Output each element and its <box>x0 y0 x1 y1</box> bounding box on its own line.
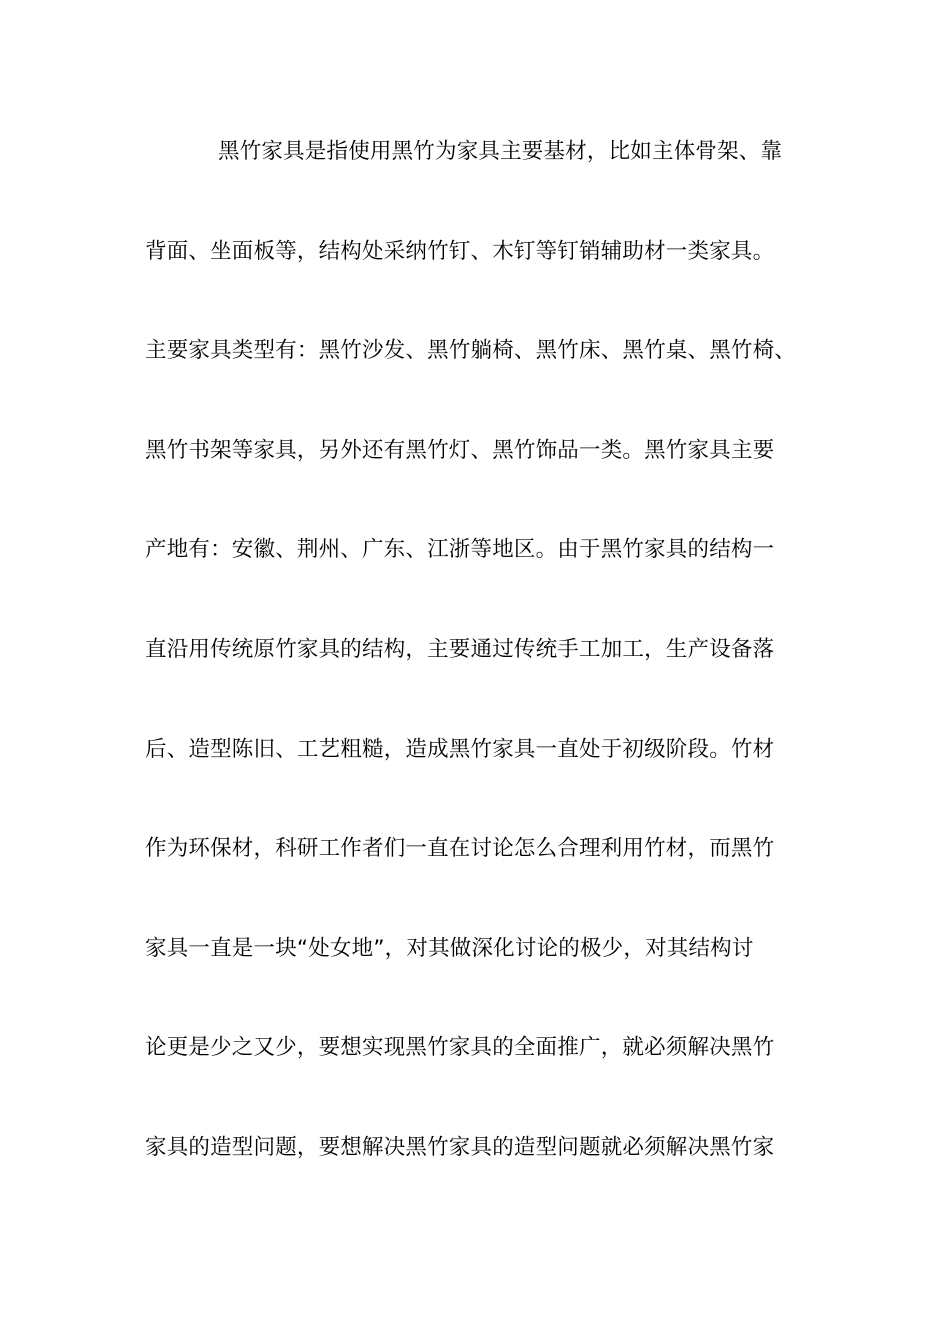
text-line: 直沿用传统原竹家具的结构，主要通过传统手工加工，生产设备落 <box>145 636 775 662</box>
body-paragraph <box>145 130 825 1226</box>
text-line: 家具一直是一块“处女地”，对其做深化讨论的极少，对其结构讨 <box>145 935 754 961</box>
text-line: 黑竹书架等家具，另外还有黑竹灯、黑竹饰品一类。黑竹家具主要 <box>145 437 775 463</box>
text-line: 后、造型陈旧、工艺粗糙，造成黑竹家具一直处于初级阶段。竹材 <box>145 736 775 762</box>
text-line: 论更是少之又少，要想实现黑竹家具的全面推广，就必须解决黑竹 <box>145 1035 775 1061</box>
text-line: 作为环保材，科研工作者们一直在讨论怎么合理利用竹材，而黑竹 <box>145 836 775 862</box>
text-line: 黑竹家具是指使用黑竹为家具主要基材，比如主体骨架、靠 <box>218 139 783 164</box>
text-line: 主要家具类型有：黑竹沙发、黑竹躺椅、黑竹床、黑竹桌、黑竹椅、 <box>145 338 797 364</box>
text-line: 产地有：安徽、荆州、广东、江浙等地区。由于黑竹家具的结构一 <box>145 537 775 563</box>
text-line: 背面、坐面板等，结构处采纳竹钉、木钉等钉销辅助材一类家具。 <box>145 238 775 264</box>
text-line: 家具的造型问题，要想解决黑竹家具的造型问题就必须解决黑竹家 <box>145 1134 775 1160</box>
